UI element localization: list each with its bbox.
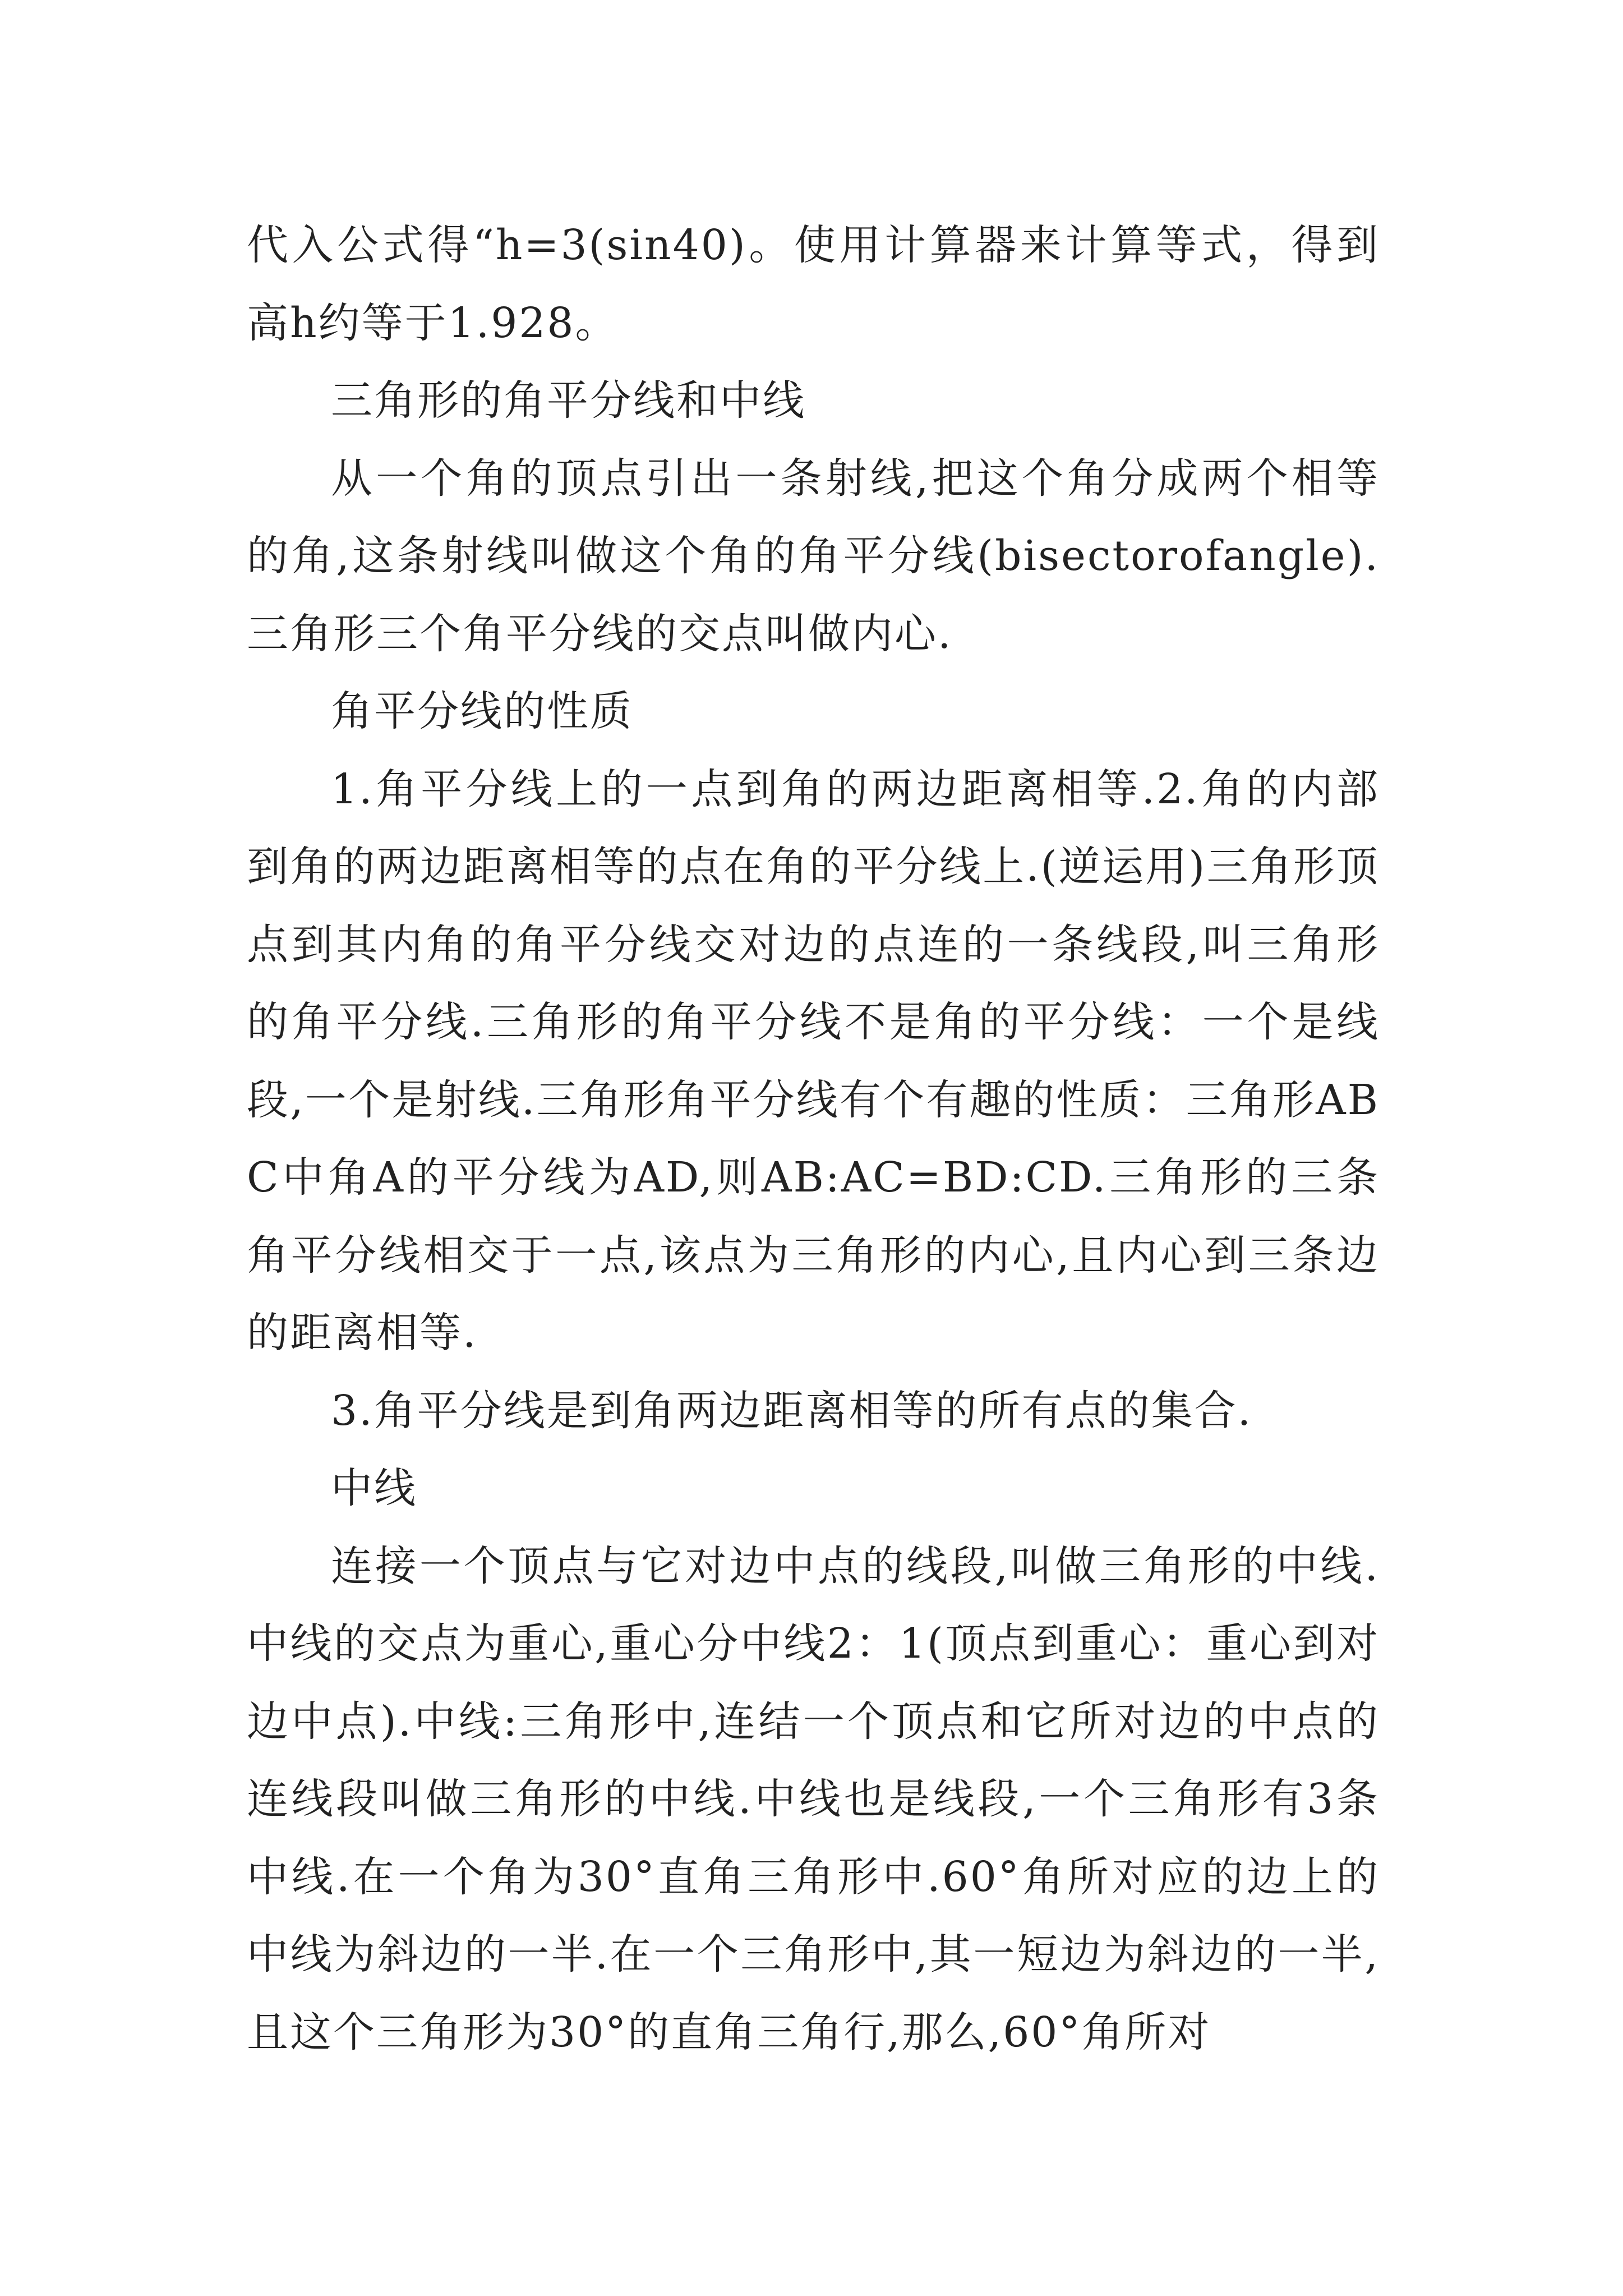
paragraph-angle-bisector-definition: 从一个角的顶点引出一条射线,把这个角分成两个相等的角,这条射线叫做这个角的角平分线(bisectorofangle).三角形三个角平分线的交点叫做内心.: [247, 454, 1380, 658]
paragraph-formula-result: 代入公式得“h=3(sin40)。使用计算器来计算等式，得到高h约等于1.928。: [247, 221, 1380, 347]
paragraph-bisector-properties: 1.角平分线上的一点到角的两边距离相等.2.角的内部到角的两边距离相等的点在角的平分线上.(逆运用)三角形顶点到其内角的角平分线交对边的点连的一条线段,叫三角形的角平分线.三角形的角平分线不是角的平分线：一个是线段,一个是射线.三角形角平分线有个有趣的性质：三角形ABC中角A的平分线为AD,则AB:AC=BD:CD.三角形的三条角平分线相交于一点,该点为三角形的内心,且内心到三条边的距离相等.: [247, 765, 1380, 1357]
section-heading-bisector-and-median: 三角形的角平分线和中线: [331, 376, 806, 425]
subheading-median: 中线: [331, 1464, 417, 1512]
paragraph-median-definition: 连接一个顶点与它对边中点的线段,叫做三角形的中线.中线的交点为重心,重心分中线2：1(顶点到重心：重心到对边中点).中线:三角形中,连结一个顶点和它所对边的中点的连线段叫做三角形的中线.中线也是线段,一个三角形有3条中线.在一个角为30°直角三角形中.60°角所对应的边上的中线为斜边的一半.在一个三角形中,其一短边为斜边的一半,且这个三角形为30°的直角三角行,那么,60°角所对: [247, 1542, 1380, 2056]
subheading-bisector-properties: 角平分线的性质: [331, 687, 633, 735]
paragraph-bisector-point-set: 3.角平分线是到角两边距离相等的所有点的集合.: [331, 1386, 1253, 1435]
document-body: [247, 206, 1380, 2071]
